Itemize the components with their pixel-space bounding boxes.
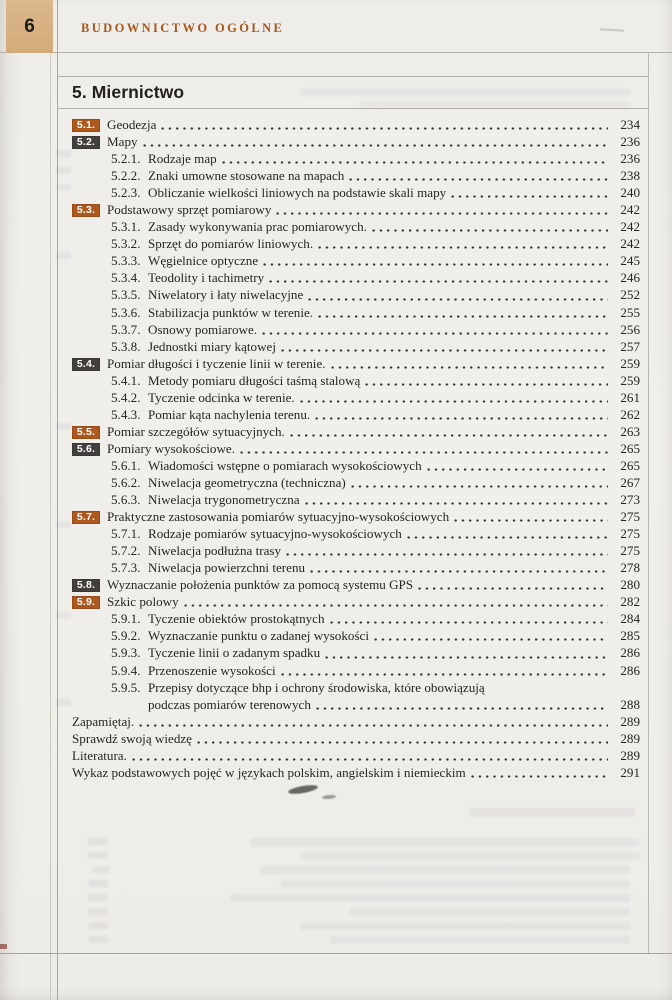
toc-entry-label: Przenoszenie wysokości	[148, 662, 276, 678]
toc-page-number: 240	[620, 185, 640, 201]
subsection-number: 5.4.3.	[111, 406, 141, 422]
bleed-through-artifact	[230, 894, 630, 902]
dot-leader	[139, 714, 608, 731]
toc-page-number: 252	[620, 287, 640, 303]
dot-leader	[281, 339, 608, 356]
toc-page-number: 234	[620, 117, 640, 132]
bleed-through-artifact	[300, 88, 630, 96]
section-number-badge: 5.4.	[72, 358, 100, 371]
toc-entry-label: Wyznaczanie punktu o zadanej wysokości	[148, 628, 369, 644]
toc-entry-label: Sprawdź swoją wiedzę	[72, 730, 192, 746]
bleed-through-artifact	[88, 922, 108, 929]
bleed-through-artifact	[470, 808, 635, 817]
subsection-number: 5.3.8.	[111, 338, 141, 354]
toc-page-number: 242	[620, 202, 640, 218]
toc-entry-label: Podstawowy sprzęt pomiarowy	[107, 202, 272, 218]
dot-leader	[490, 680, 634, 697]
left-margin-rule-outer	[50, 53, 51, 1000]
toc-entry	[72, 458, 640, 475]
bleed-through-artifact	[88, 852, 108, 859]
toc-page-number: 275	[620, 509, 640, 525]
toc-entry-label: Obliczanie wielkości liniowych na podstawie skali mapy	[148, 185, 447, 201]
subsection-number: 5.2.3.	[111, 185, 141, 201]
toc-page-number: 261	[620, 389, 640, 405]
toc-entry-label: Sprzęt do pomiarów liniowych.	[148, 236, 314, 252]
toc-page-number: 280	[620, 577, 640, 593]
toc-entry	[72, 526, 640, 543]
subsection-number: 5.9.1.	[111, 611, 141, 627]
toc-entry-label: Tyczenie odcinka w terenie.	[148, 389, 295, 405]
toc-entry-label: Teodolity i tachimetry	[148, 270, 265, 286]
page-number: 6	[24, 15, 35, 37]
bleed-through-artifact	[56, 184, 71, 191]
toc-page-number: 246	[620, 270, 640, 286]
right-margin-rule	[648, 53, 649, 953]
toc-page-number: 242	[620, 219, 640, 235]
toc-entry-label: Jednostki miary kątowej	[148, 338, 277, 354]
toc-entry	[72, 270, 640, 287]
toc-entry	[72, 151, 640, 168]
toc-page-number: 259	[620, 372, 640, 388]
toc-entry-label: Zapamiętaj.	[72, 713, 135, 729]
toc-entry	[72, 475, 640, 492]
dot-leader	[316, 697, 608, 714]
toc-entry	[72, 492, 640, 509]
scan-scratch	[600, 28, 624, 31]
table-of-contents	[72, 117, 640, 782]
toc-entry	[72, 390, 640, 407]
toc-entry-label: Pomiary wysokościowe.	[107, 440, 236, 456]
section-number-badge: 5.5.	[72, 426, 100, 439]
dot-leader	[276, 202, 608, 219]
toc-page-number: 259	[620, 355, 640, 371]
bleed-through-artifact	[56, 167, 71, 174]
dot-leader	[325, 645, 608, 662]
toc-page-number: 286	[620, 645, 640, 661]
running-header: BUDOWNICTWO OGÓLNE	[81, 21, 285, 35]
toc-entry-label: Mapy	[107, 134, 138, 150]
toc-entry-label: Tyczenie obiektów prostokątnych	[148, 611, 325, 627]
toc-entry	[72, 594, 640, 611]
toc-page-number: 278	[620, 560, 640, 576]
section-number-badge: 5.8.	[72, 579, 100, 592]
subsection-number: 5.3.7.	[111, 321, 141, 337]
toc-entry	[72, 441, 640, 458]
toc-entry-label: Wyznaczanie położenia punktów za pomocą systemu GPS	[107, 577, 414, 593]
dot-leader	[286, 543, 608, 560]
dot-leader	[407, 526, 608, 543]
subsection-number: 5.3.2.	[111, 236, 141, 252]
toc-entry-label: Osnowy pomiarowe.	[148, 321, 258, 337]
toc-page-number: 275	[620, 543, 640, 559]
subsection-number: 5.2.1.	[111, 151, 141, 167]
toc-entry	[72, 287, 640, 304]
bleed-through-artifact	[350, 908, 630, 916]
toc-entry	[72, 356, 640, 373]
dot-leader	[318, 305, 608, 322]
title-underline	[57, 108, 648, 109]
toc-entry	[72, 731, 640, 748]
toc-entry-label: Stabilizacja punktów w terenie.	[148, 304, 314, 320]
page-bottom-line	[0, 953, 672, 954]
section-number-badge: 5.2.	[72, 136, 100, 149]
toc-entry-label: Tyczenie linii o zadanym spadku	[148, 645, 321, 661]
bleed-through-artifact	[330, 936, 630, 944]
section-number-badge: 5.7.	[72, 511, 100, 524]
subsection-number: 5.3.6.	[111, 304, 141, 320]
chapter-title: 5. Miernictwo	[72, 82, 185, 102]
toc-entry	[72, 185, 640, 202]
toc-page-number: 265	[620, 457, 640, 473]
toc-entry-label: Pomiar kąta nachylenia terenu.	[148, 406, 311, 422]
toc-page-number: 257	[620, 338, 640, 354]
toc-entry-label: Zasady wykonywania prac pomiarowych.	[148, 219, 367, 235]
dot-leader	[240, 441, 608, 458]
subsection-number: 5.4.1.	[111, 372, 141, 388]
dot-leader	[451, 185, 608, 202]
toc-page-number: 284	[620, 611, 640, 627]
dot-leader	[184, 594, 608, 611]
toc-page-number: 275	[620, 526, 640, 542]
dot-leader	[310, 560, 608, 577]
toc-entry	[72, 339, 640, 356]
dot-leader	[197, 731, 608, 748]
toc-page-number: 263	[620, 423, 640, 439]
section-number-badge: 5.3.	[72, 204, 100, 217]
dot-leader	[330, 611, 608, 628]
dot-leader	[349, 168, 608, 185]
ink-smudge	[288, 783, 319, 795]
dot-leader	[305, 492, 608, 509]
subsection-number: 5.4.2.	[111, 389, 141, 405]
toc-entry	[72, 680, 640, 697]
toc-entry-label: Przepisy dotyczące bhp i ochrony środowiska, które obowiązują	[148, 679, 485, 695]
dot-leader	[471, 765, 608, 782]
toc-entry	[72, 543, 640, 560]
toc-entry-label: Geodezja	[107, 117, 157, 132]
dot-leader	[262, 322, 608, 339]
content-frame-top-line	[57, 76, 648, 77]
subsection-number: 5.9.3.	[111, 645, 141, 661]
toc-page-number: 291	[620, 764, 640, 780]
bleed-through-artifact	[56, 252, 71, 259]
subsection-number: 5.7.2.	[111, 543, 141, 559]
toc-entry-label: Niwelatory i łaty niwelacyjne	[148, 287, 304, 303]
dot-leader	[263, 253, 608, 270]
bleed-through-artifact	[56, 612, 71, 619]
toc-entry-label: Wykaz podstawowych pojęć w językach polskim, angielskim i niemieckim	[72, 764, 466, 780]
dot-leader	[427, 458, 608, 475]
toc-entry	[72, 373, 640, 390]
subsection-number: 5.6.3.	[111, 492, 141, 508]
subsection-number: 5.3.3.	[111, 253, 141, 269]
toc-page-number: 236	[620, 134, 640, 150]
dot-leader	[372, 219, 608, 236]
toc-page-number: 242	[620, 236, 640, 252]
subsection-number: 5.9.4.	[111, 662, 141, 678]
bleed-through-artifact	[56, 423, 71, 430]
ink-smudge	[322, 794, 336, 799]
toc-entry	[72, 407, 640, 424]
bleed-through-artifact	[280, 880, 630, 888]
subsection-number: 5.7.1.	[111, 526, 141, 542]
toc-entry	[72, 168, 640, 185]
header-divider-line	[0, 52, 672, 53]
toc-entry	[72, 765, 640, 782]
bleed-through-artifact	[250, 838, 640, 846]
bleed-through-artifact	[88, 908, 108, 915]
toc-page-number: 262	[620, 406, 640, 422]
toc-page-number: 245	[620, 253, 640, 269]
toc-page-number: 273	[620, 492, 640, 508]
toc-entry-label: Niwelacja podłużna trasy	[148, 543, 282, 559]
toc-entry-label: Rodzaje pomiarów sytuacyjno-wysokościowych	[148, 526, 402, 542]
dot-leader	[365, 373, 608, 390]
toc-entry	[72, 611, 640, 628]
toc-entry-label: Pomiar długości i tyczenie linii w terenie.	[107, 355, 326, 371]
subsection-number: 5.6.1.	[111, 457, 141, 473]
bleed-through-artifact	[56, 150, 71, 157]
subsection-number: 5.6.2.	[111, 474, 141, 490]
dot-leader	[315, 407, 608, 424]
dot-leader	[269, 270, 608, 287]
section-number-badge: 5.6.	[72, 443, 100, 456]
toc-page-number: 288	[620, 696, 640, 712]
toc-entry-label: Literatura.	[72, 747, 127, 763]
toc-page-number: 238	[620, 168, 640, 184]
subsection-number: 5.3.5.	[111, 287, 141, 303]
section-number-badge: 5.1.	[72, 119, 100, 132]
subsection-number: 5.3.1.	[111, 219, 141, 235]
toc-entry	[72, 663, 640, 680]
toc-entry-label: Praktyczne zastosowania pomiarów sytuacyjno-wysokościowych	[107, 509, 450, 525]
bleed-through-artifact	[56, 699, 71, 706]
toc-page-number: 255	[620, 304, 640, 320]
toc-entry	[72, 253, 640, 270]
toc-entry	[72, 509, 640, 526]
toc-entry	[72, 322, 640, 339]
bleed-through-artifact	[260, 866, 630, 874]
page-number-tab	[6, 0, 53, 53]
toc-entry-label: Wiadomości wstępne o pomiarach wysokościowych	[148, 457, 422, 473]
toc-entry	[72, 134, 640, 151]
subsection-number: 5.9.5.	[111, 679, 141, 695]
dot-leader	[222, 151, 608, 168]
bleed-through-artifact	[360, 101, 630, 108]
toc-entry	[72, 697, 640, 714]
bleed-through-artifact	[88, 936, 108, 943]
subsection-number: 5.3.4.	[111, 270, 141, 286]
toc-page-number: 289	[620, 747, 640, 763]
dot-leader	[418, 577, 608, 594]
subsection-number: 5.2.2.	[111, 168, 141, 184]
toc-entry-label: Szkic polowy	[107, 594, 179, 610]
toc-page-number: 286	[620, 662, 640, 678]
toc-entry	[72, 714, 640, 731]
subsection-number: 5.9.2.	[111, 628, 141, 644]
subsection-number: 5.7.3.	[111, 560, 141, 576]
toc-entry	[72, 560, 640, 577]
toc-entry-label: Znaki umowne stosowane na mapach	[148, 168, 345, 184]
toc-page-number: 285	[620, 628, 640, 644]
bleed-through-artifact	[88, 880, 108, 887]
toc-page-number: 256	[620, 321, 640, 337]
toc-entry	[72, 645, 640, 662]
dot-leader	[143, 134, 608, 151]
toc-entry	[72, 236, 640, 253]
dot-leader	[281, 663, 608, 680]
dot-leader	[308, 287, 608, 304]
toc-entry	[72, 748, 640, 765]
dot-leader	[318, 236, 608, 253]
toc-entry	[72, 305, 640, 322]
toc-entry-label: Niwelacja powierzchni terenu	[148, 560, 306, 576]
toc-entry-label: Węgielnice optyczne	[148, 253, 259, 269]
bleed-through-artifact	[92, 866, 110, 873]
toc-entry	[72, 219, 640, 236]
bleed-through-artifact	[88, 894, 108, 901]
bleed-through-artifact	[300, 922, 630, 930]
toc-entry-label: Niwelacja geometryczna (techniczna)	[148, 474, 346, 490]
dot-leader	[374, 628, 608, 645]
toc-page-number: 236	[620, 151, 640, 167]
toc-entry	[72, 424, 640, 441]
toc-entry	[72, 628, 640, 645]
bleed-through-artifact	[88, 838, 108, 845]
toc-entry-label: podczas pomiarów terenowych	[148, 696, 311, 712]
dot-leader	[132, 748, 608, 765]
toc-entry	[72, 117, 640, 134]
toc-page-number: 267	[620, 474, 640, 490]
toc-entry-label: Pomiar szczegółów sytuacyjnych.	[107, 423, 285, 439]
toc-page-number: 289	[620, 730, 640, 746]
dot-leader	[300, 390, 608, 407]
section-number-badge: 5.9.	[72, 596, 100, 609]
dot-leader	[161, 117, 608, 134]
toc-entry-label: Rodzaje map	[148, 151, 217, 167]
toc-entry-label: Niwelacja trygonometryczna	[148, 492, 300, 508]
dot-leader	[331, 356, 608, 373]
toc-entry-label: Metody pomiaru długości taśmą stalową	[148, 372, 361, 388]
page-edge-mark	[0, 944, 7, 949]
bleed-through-artifact	[300, 852, 640, 860]
toc-page-number: 289	[620, 713, 640, 729]
dot-leader	[351, 475, 608, 492]
toc-page-number: 282	[620, 594, 640, 610]
toc-entry	[72, 577, 640, 594]
bleed-through-artifact	[56, 521, 71, 528]
toc-page-number: 265	[620, 440, 640, 456]
dot-leader	[290, 424, 608, 441]
toc-entry	[72, 202, 640, 219]
dot-leader	[454, 509, 608, 526]
